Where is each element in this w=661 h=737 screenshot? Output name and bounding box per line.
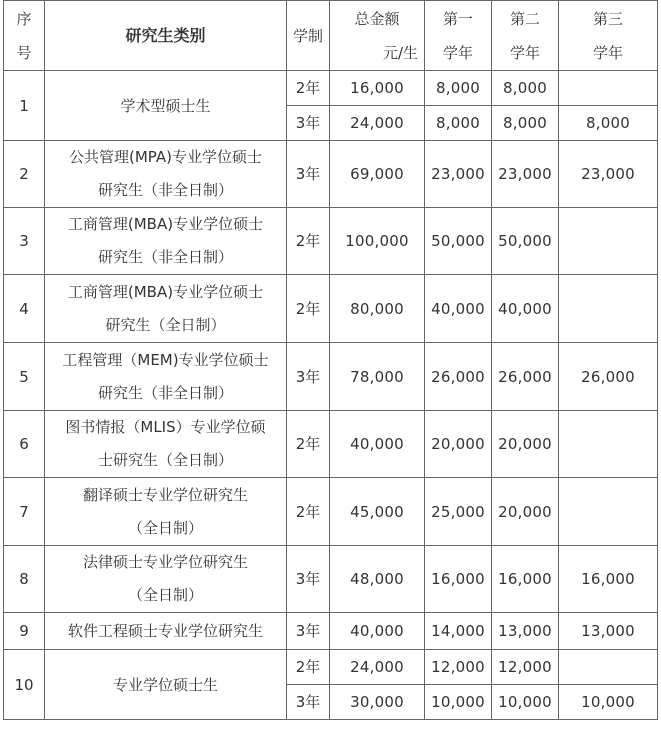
header-total xyxy=(330,1,425,71)
row-year3 xyxy=(559,208,658,275)
row-seq: 6 xyxy=(4,411,45,478)
header-total-line1: 总金额 xyxy=(354,9,400,28)
row-year3: 26,000 xyxy=(559,343,658,411)
row-seq: 2 xyxy=(4,141,45,208)
table-row xyxy=(4,275,658,343)
row-category xyxy=(45,411,287,478)
row-total: 69,000 xyxy=(330,141,425,208)
row-year2: 20,000 xyxy=(492,478,559,546)
header-year3-line2: 学年 xyxy=(592,43,623,62)
row-year1: 10,000 xyxy=(425,685,492,720)
row-duration: 3年 xyxy=(287,106,330,141)
row-duration: 2年 xyxy=(287,275,330,343)
header-year3 xyxy=(559,1,658,71)
row-duration: 2年 xyxy=(287,411,330,478)
row-category xyxy=(45,208,287,275)
row-year1: 26,000 xyxy=(425,343,492,411)
row-year3 xyxy=(559,650,658,685)
row-year2: 12,000 xyxy=(492,650,559,685)
table-row xyxy=(4,208,658,275)
header-seq xyxy=(4,1,45,71)
row-year2: 16,000 xyxy=(492,546,559,613)
row-total: 40,000 xyxy=(330,613,425,650)
row-year3: 10,000 xyxy=(559,685,658,720)
header-category: 研究生类别 xyxy=(45,1,287,71)
row-year3: 23,000 xyxy=(559,141,658,208)
table-row xyxy=(4,71,658,106)
header-year2-line2: 学年 xyxy=(509,43,540,62)
row-duration: 3年 xyxy=(287,613,330,650)
row-seq: 1 xyxy=(4,71,45,141)
row-year2: 8,000 xyxy=(492,106,559,141)
row-duration: 2年 xyxy=(287,208,330,275)
row-category xyxy=(45,343,287,411)
row-year2: 23,000 xyxy=(492,141,559,208)
row-seq: 10 xyxy=(4,650,45,720)
row-seq: 4 xyxy=(4,275,45,343)
header-year1-line1: 第一 xyxy=(442,9,473,28)
header-seq-line1: 序 xyxy=(16,9,32,28)
row-year1: 23,000 xyxy=(425,141,492,208)
row-category xyxy=(45,478,287,546)
row-seq: 9 xyxy=(4,613,45,650)
row-category xyxy=(45,275,287,343)
row-year2: 10,000 xyxy=(492,685,559,720)
row-category xyxy=(45,141,287,208)
row-category-line1: 公共管理(MPA)专业学位硕士 xyxy=(69,148,262,166)
row-duration: 3年 xyxy=(287,141,330,208)
header-total-line2: 元/生 xyxy=(382,43,418,62)
header-duration: 学制 xyxy=(287,1,330,71)
row-category-line1: 工程管理（MEM)专业学位硕士 xyxy=(62,350,269,369)
row-duration: 2年 xyxy=(287,71,330,106)
tuition-fee-table xyxy=(3,0,658,720)
fee-table-container xyxy=(3,0,657,720)
row-category-line1: 工商管理(MBA)专业学位硕士 xyxy=(67,282,264,301)
row-year3 xyxy=(559,478,658,546)
row-total: 16,000 xyxy=(330,71,425,106)
row-category: 专业学位硕士生 xyxy=(45,650,287,720)
row-total: 24,000 xyxy=(330,650,425,685)
table-row xyxy=(4,546,658,613)
table-row xyxy=(4,478,658,546)
row-seq: 5 xyxy=(4,343,45,411)
row-category-line2: （全日制） xyxy=(127,518,203,537)
row-duration: 3年 xyxy=(287,343,330,411)
row-category xyxy=(45,546,287,613)
header-seq-line2: 号 xyxy=(16,43,32,62)
row-year1: 8,000 xyxy=(425,71,492,106)
row-seq: 7 xyxy=(4,478,45,546)
row-year1: 12,000 xyxy=(425,650,492,685)
row-total: 30,000 xyxy=(330,685,425,720)
row-duration: 3年 xyxy=(287,685,330,720)
row-seq: 8 xyxy=(4,546,45,613)
row-category-line2: 研究生（全日制） xyxy=(105,315,226,334)
row-year3: 8,000 xyxy=(559,106,658,141)
row-year2: 20,000 xyxy=(492,411,559,478)
row-year2: 40,000 xyxy=(492,275,559,343)
table-row xyxy=(4,343,658,411)
row-year1: 14,000 xyxy=(425,613,492,650)
row-category-line2: 研究生（非全日制） xyxy=(97,248,233,266)
header-year2 xyxy=(492,1,559,71)
row-category: 学术型硕士生 xyxy=(45,71,287,141)
row-seq: 3 xyxy=(4,208,45,275)
row-total: 45,000 xyxy=(330,478,425,546)
header-year3-line1: 第三 xyxy=(592,9,623,28)
row-total: 48,000 xyxy=(330,546,425,613)
row-duration: 2年 xyxy=(287,650,330,685)
row-year1: 50,000 xyxy=(425,208,492,275)
table-row xyxy=(4,613,658,650)
row-category-line1: 工商管理(MBA)专业学位硕士 xyxy=(67,215,264,233)
row-category-line1: 法律硕士专业学位研究生 xyxy=(82,553,248,571)
row-year1: 40,000 xyxy=(425,275,492,343)
row-year1: 8,000 xyxy=(425,106,492,141)
row-year3 xyxy=(559,275,658,343)
row-category: 软件工程硕士专业学位研究生 xyxy=(45,613,287,650)
row-year2: 8,000 xyxy=(492,71,559,106)
header-year1 xyxy=(425,1,492,71)
row-year2: 50,000 xyxy=(492,208,559,275)
table-row xyxy=(4,411,658,478)
table-row xyxy=(4,650,658,685)
table-row xyxy=(4,141,658,208)
row-total: 78,000 xyxy=(330,343,425,411)
row-year2: 26,000 xyxy=(492,343,559,411)
row-year3: 13,000 xyxy=(559,613,658,650)
row-year2: 13,000 xyxy=(492,613,559,650)
row-total: 100,000 xyxy=(330,208,425,275)
row-year3 xyxy=(559,71,658,106)
row-category-line1: 翻译硕士专业学位研究生 xyxy=(82,485,248,504)
row-year1: 25,000 xyxy=(425,478,492,546)
header-year1-line2: 学年 xyxy=(442,43,473,62)
row-category-line2: 研究生（非全日制） xyxy=(97,181,233,199)
header-year2-line1: 第二 xyxy=(509,9,540,28)
row-category-line1: 图书情报（MLIS）专业学位硕 xyxy=(65,418,266,436)
row-category-line2: 研究生（非全日制） xyxy=(97,383,233,402)
row-year3: 16,000 xyxy=(559,546,658,613)
row-total: 24,000 xyxy=(330,106,425,141)
row-total: 80,000 xyxy=(330,275,425,343)
row-year1: 20,000 xyxy=(425,411,492,478)
row-category-line2: （全日制） xyxy=(127,586,203,604)
row-duration: 3年 xyxy=(287,546,330,613)
row-year3 xyxy=(559,411,658,478)
row-category-line2: 士研究生（全日制） xyxy=(97,451,233,469)
header-row xyxy=(4,1,658,71)
row-duration: 2年 xyxy=(287,478,330,546)
row-year1: 16,000 xyxy=(425,546,492,613)
row-total: 40,000 xyxy=(330,411,425,478)
